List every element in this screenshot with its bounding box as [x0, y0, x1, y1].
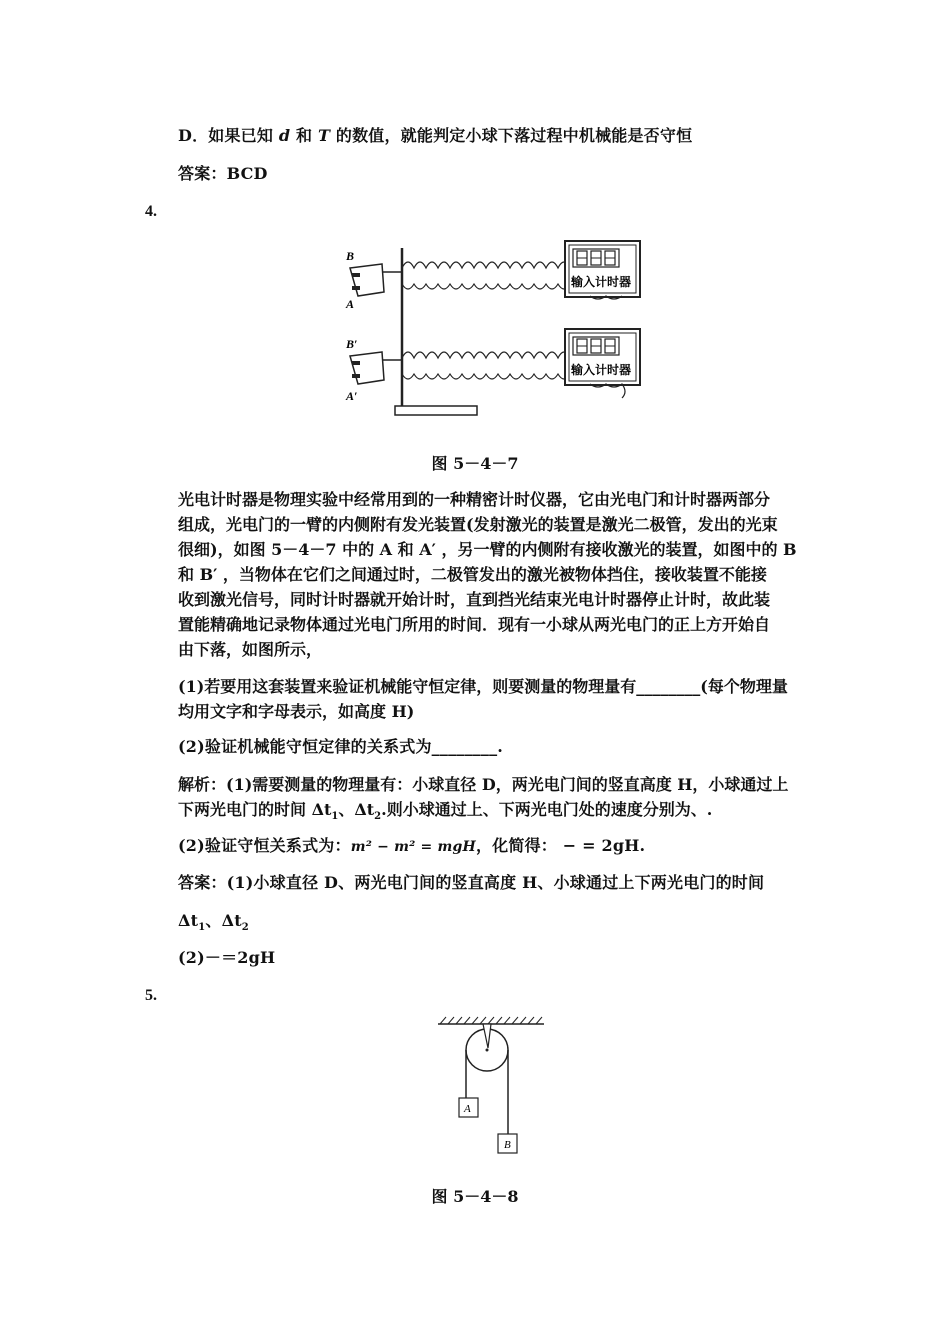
upper-photogate — [350, 264, 402, 296]
q4-part1 — [178, 674, 806, 724]
option-d-text: 的数值，就能判定小球下落过程中机械能是否守恒 — [330, 126, 693, 145]
block-a-label: A — [464, 1103, 471, 1115]
lower-photogate — [350, 352, 402, 384]
solution-line — [178, 797, 806, 829]
answer-text: 、Δt — [205, 911, 242, 930]
q4-answer-line3: (2)－＝2gH — [178, 948, 276, 967]
option-d-text: 和 — [290, 126, 318, 145]
equation: m² − m² = mgH — [350, 839, 476, 855]
subscript: 2 — [241, 922, 249, 934]
timer-label: 输入计时器 — [571, 275, 632, 289]
timer-label: 输入计时器 — [571, 363, 632, 377]
label-b-prime: B′ — [346, 337, 358, 351]
intro-line: 组成，光电门的一臂的内侧附有发光装置(发射激光的装置是激光二极管，发出的光束 — [178, 515, 778, 534]
solution-text: (2)验证守恒关系式为： — [178, 836, 351, 855]
label-a-prime: A′ — [346, 389, 358, 403]
figure-caption: 图 5－4－7 — [431, 454, 519, 473]
intro-line: 置能精确地记录物体通过光电门所用的时间．现有一小球从两光电门的正上方开始自 — [178, 615, 771, 634]
solution-text: 、Δt — [338, 800, 375, 819]
q4-answer-line2 — [178, 911, 249, 938]
figure-caption: 图 5－4－8 — [431, 1187, 519, 1206]
label-a: A — [346, 297, 355, 311]
option-d-text: D．如果已知 — [178, 126, 279, 145]
subscript: 1 — [331, 811, 339, 823]
solution-line: 解析：(1)需要测量的物理量有：小球直径 D，两光电门间的竖直高度 H，小球通过上 — [178, 775, 789, 794]
intro-line: 由下落，如图所示， — [178, 640, 323, 659]
part1-line: (1)若要用这套装置来验证机械能守恒定律，则要测量的物理量有________(每个物理量 — [178, 677, 788, 696]
subscript: 1 — [198, 922, 206, 934]
intro-line: 和 B′ ，当物体在它们之间通过时，二极管发出的激光被物体挡住，接收装置不能接 — [178, 565, 767, 584]
photogate-figure — [340, 238, 650, 430]
q4-part2: (2)验证机械能守恒定律的关系式为________. — [178, 737, 504, 756]
q4-solution — [178, 772, 806, 829]
var-t: T — [318, 126, 331, 145]
solution-text: .则小球通过上、下两光电门处的速度分别为、. — [381, 800, 713, 819]
q3-answer: 答案：BCD — [178, 164, 268, 183]
pulley-figure — [436, 1014, 548, 1159]
var-d: d — [278, 126, 291, 145]
intro-line: 很细)，如图 5－4－7 中的 A 和 A′ ，另一臂的内侧附有接收激光的装置，如图中的 B — [178, 540, 797, 559]
q4-intro — [178, 487, 806, 662]
q4-solution-part2 — [178, 836, 645, 857]
question-number-4: 4. — [145, 203, 157, 220]
solution-text: 下两光电门的时间 Δt — [178, 800, 332, 819]
intro-line: 收到激光信号，同时计时器就开始计时，直到挡光结束光电计时器停止计时，故此装 — [178, 590, 771, 609]
timer-box-upper — [565, 241, 640, 297]
option-d — [178, 126, 692, 146]
solution-text: ，化简得： − = 2gH. — [475, 836, 646, 855]
timer-box-lower — [565, 329, 640, 385]
subscript: 2 — [374, 811, 382, 823]
label-b: B — [346, 249, 355, 263]
intro-line: 光电计时器是物理实验中经常用到的一种精密计时仪器，它由光电门和计时器两部分 — [178, 490, 771, 509]
answer-text: Δt — [178, 911, 199, 930]
question-number-5: 5. — [145, 987, 157, 1004]
block-b-label: B — [504, 1139, 511, 1151]
part1-line: 均用文字和字母表示，如高度 H) — [178, 702, 415, 721]
q4-answer-line1: 答案：(1)小球直径 D、两光电门间的竖直高度 H、小球通过上下两光电门的时间 — [178, 873, 765, 892]
